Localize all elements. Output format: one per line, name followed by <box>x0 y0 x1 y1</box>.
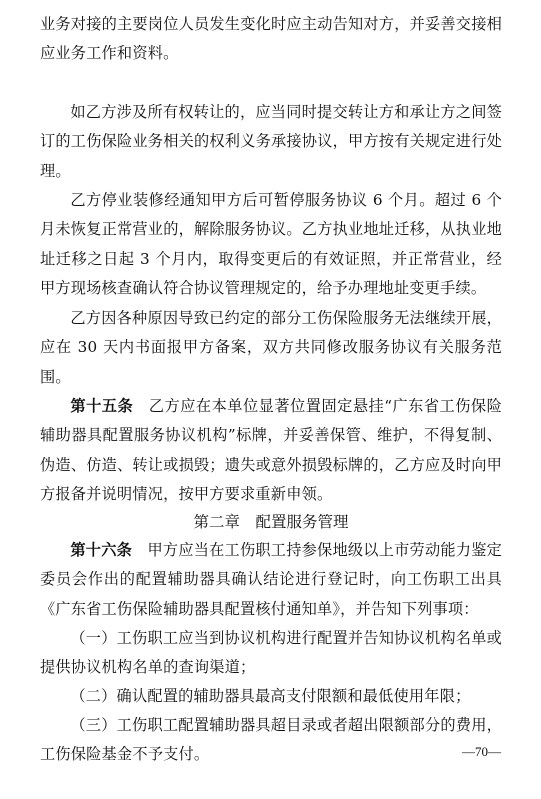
list-item-text: （一）工伤职工应当到协议机构进行配置并告知协议机构名单或提供协议机构名单的查询渠道； <box>40 629 502 677</box>
paragraph-suspension-relocation <box>40 186 502 304</box>
paragraph-text: 乙方因各种原因导致已约定的部分工伤保险服务无法继续开展，应在 30 天内书面报甲方备案，双方共同修改服务协议有关服务范围。 <box>40 309 502 386</box>
paragraph-service-change <box>40 304 502 392</box>
chapter-title: 第二章 配置服务管理 <box>193 513 349 531</box>
article-16 <box>40 536 502 624</box>
article-text: 乙方应在本单位显著位置固定悬挂“广东省工伤保险辅助器具配置服务协议机构”标牌，并妥善保管、维护，不得复制、伪造、仿造、转让或损毁；遗失或意外损毁标牌的，乙方应及时向甲方报备并说明情况，按甲方要求重新申领。 <box>40 397 502 504</box>
paragraph-ownership-transfer <box>40 98 502 186</box>
article-heading: 第十六条 <box>70 541 133 559</box>
list-item-text: （三）工伤职工配置辅助器具超目录或者超出限额部分的费用，工伤保险基金不予支付。 <box>40 716 502 764</box>
page-number: —70— <box>462 744 501 759</box>
list-item-2 <box>40 682 502 711</box>
list-item-3 <box>40 711 502 770</box>
list-item-1 <box>40 624 502 683</box>
paragraph-text: 乙方停业装修经通知甲方后可暂停服务协议 6 个月。超过 6 个月未恢复正常营业的，解除服务协议。乙方执业地址迁移，从执业地址迁移之日起 3 个月内，取得变更后的有效证照，并正常营业，经甲方现场核查确认符合协议管理规定的，给予办理地址变更手续。 <box>40 191 502 298</box>
paragraph-continuation <box>40 10 502 69</box>
article-heading: 第十五条 <box>70 397 134 415</box>
article-15 <box>40 392 502 510</box>
article-text: 甲方应当在工伤职工持参保地级以上市劳动能力鉴定委员会作出的配置辅助器具确认结论进行登记时，向工伤职工出具《广东省工伤保险辅助器具配置核付通知单》，并告知下列事项： <box>40 541 502 618</box>
paragraph-text: 如乙方涉及所有权转让的，应当同时提交转让方和承让方之间签订的工伤保险业务相关的权利义务承接协议，甲方按有关规定进行处理。 <box>40 103 502 180</box>
list-item-text: （二）确认配置的辅助器具最高支付限额和最低使用年限； <box>70 687 471 705</box>
paragraph-text: 业务对接的主要岗位人员发生变化时应主动告知对方，并妥善交接相应业务工作和资料。 <box>40 15 502 63</box>
